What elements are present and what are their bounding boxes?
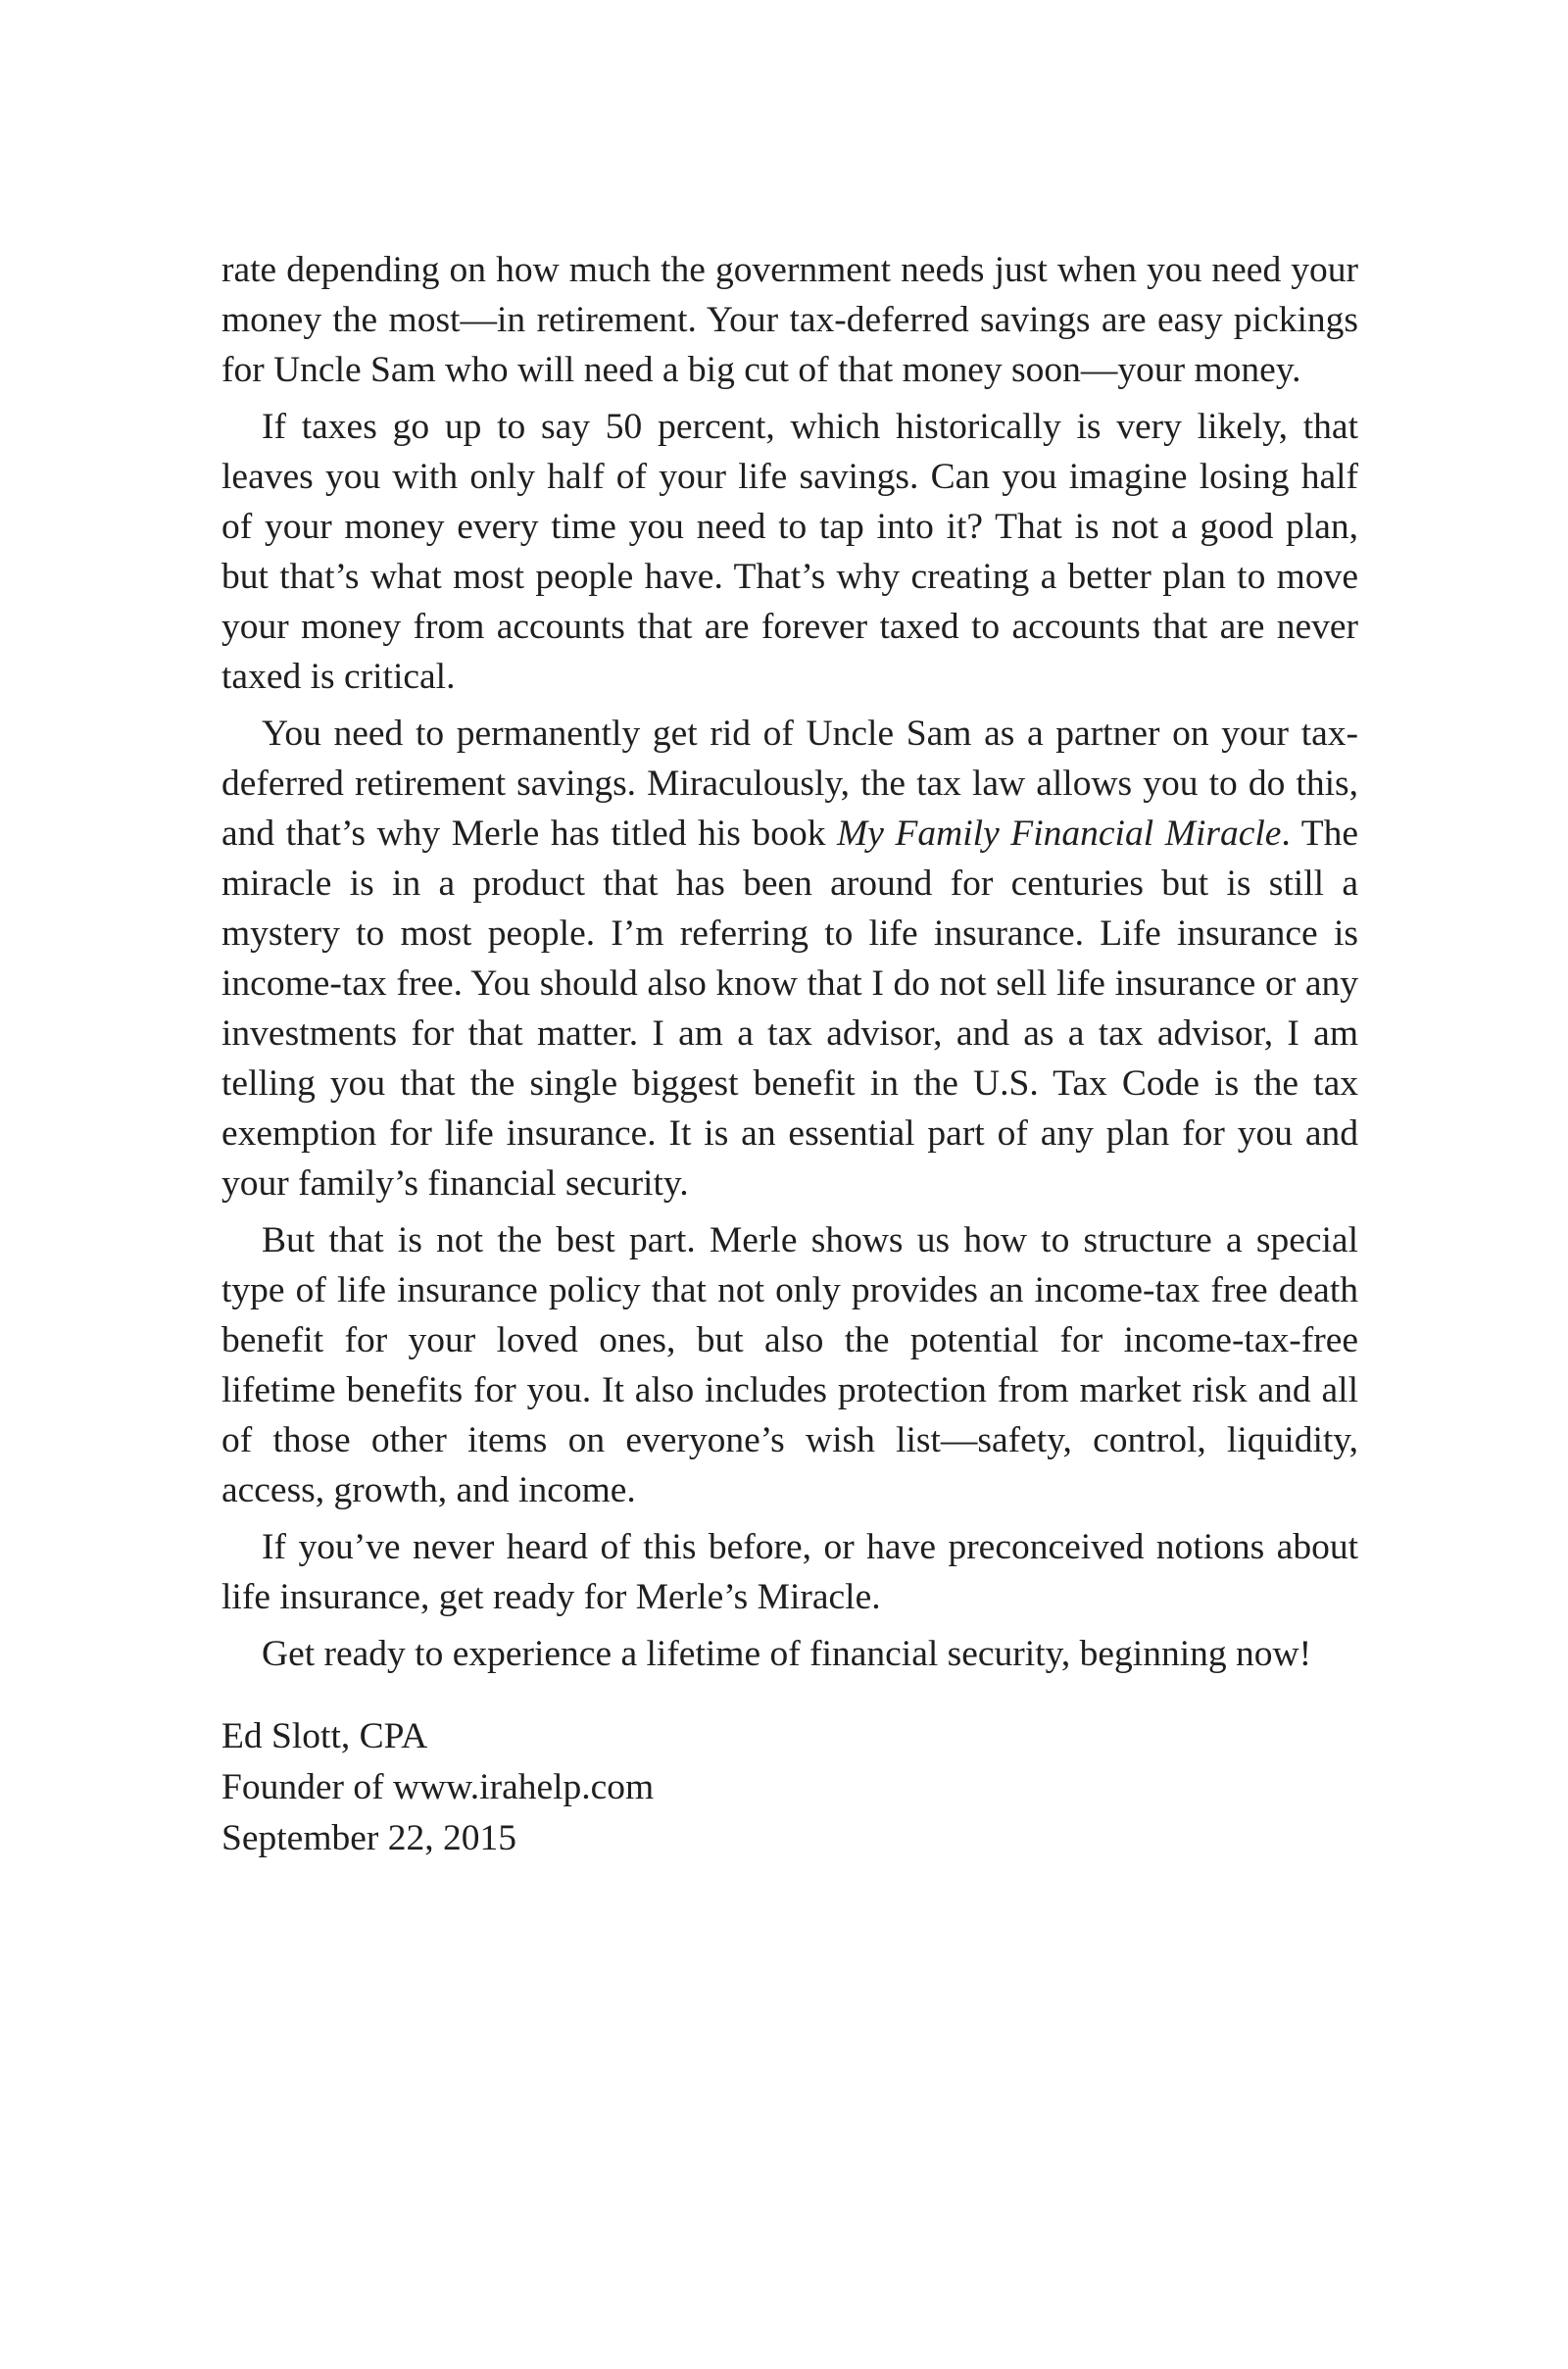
foreword-body [221, 245, 1358, 1679]
signature-name: Ed Slott, CPA [221, 1716, 428, 1756]
signature-title: Founder of www.irahelp.com [221, 1767, 655, 1807]
paragraph-best-part: But that is not the best part. Merle shows us how to structure a special type of life insurance policy that not only provides an income-tax free death benefit for your loved ones, but also the potential for income-tax-free lifetime benefits for you. It also includes protection from market risk and all of those other items on everyone’s wish list—safety, control, liquidity, access, growth, and income. [221, 1220, 1358, 1510]
book-title: My Family Financial Miracle [837, 814, 1282, 854]
paragraph-get-ready: Get ready to experience a lifetime of financial security, beginning now! [262, 1634, 1312, 1674]
paragraph-continuation: rate depending on how much the government needs just when you need your money the most—in retirement. Your tax-deferred savings are easy pickings for Uncle Sam who will need a big cut of that money soon—your money. [221, 250, 1358, 390]
paragraph-life-insurance [221, 709, 1358, 1209]
paragraph-text-before-title: You need to permanently get rid of Uncle Sam as a partner on your tax-deferred retirement savings. Miraculously, the tax law allows you to do this, and that’s why Merle has titled his book [221, 714, 1358, 854]
paragraph-text-after-title: . The miracle is in a product that has been around for centuries but is still a mystery to most people. I’m referring to life insurance. Life insurance is income-tax free. You should also know that I do not sell life insurance or any investments for that matter. I am a tax advisor, and as a tax advisor, I am telling you that the single biggest benefit in the U.S. Tax Code is the tax exemption for life insurance. It is an essential part of any plan for you and your family’s financial security. [221, 814, 1359, 1204]
paragraph-never-heard: If you’ve never heard of this before, or have preconceived notions about life insurance, get ready for Merle’s Miracle. [221, 1527, 1358, 1617]
signature-block [221, 1711, 1103, 1864]
signature-date: September 22, 2015 [221, 1818, 516, 1858]
paragraph-taxes: If taxes go up to say 50 percent, which historically is very likely, that leaves you with only half of your life savings. Can you imagine losing half of your money every time you need to tap into it? That is not a good plan, but that’s what most people have. That’s why creating a better plan to move your money from accounts that are forever taxed to accounts that are never taxed is critical. [221, 407, 1358, 697]
